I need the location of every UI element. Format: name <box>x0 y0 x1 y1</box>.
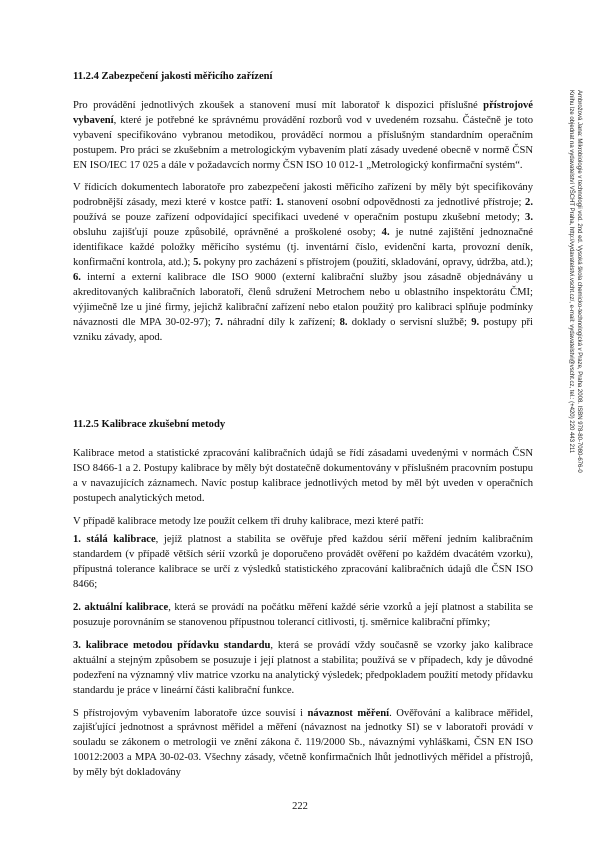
sidebar-citation <box>548 90 588 710</box>
section-heading: 11.2.4 Zabezpečení jakosti měřicího zařízení <box>73 71 273 82</box>
paragraph: Pro provádění jednotlivých zkoušek a stanovení musí mít laboratoř k dispozici příslušné přístrojové vybavení, které je potřebné ke správnému provádění rozborů vod v uvedeném rozsahu. Částečně je toto vybavení specifikováno vybranou metodikou, prováděcí normou a příslušným standardním operačním postupem. Pro práci se zkušebním a metrologickým vybavením platí zásady uvedené obecně v normě ČSN EN ISO/IEC 17 025 a dále v požadavcích normy ČSN ISO 10 012-1 „Metrologický konfirmační systém“. <box>73 99 533 171</box>
bold-term: 2. aktuální kalibrace <box>73 602 169 614</box>
paragraph: V řídicích dokumentech laboratoře pro zabezpečení jakosti měřicího zařízení by měly být specifikovány podrobnější zásady, mezi které v kostce patří: 1. stanovení osobní odpovědnosti za jednotlivé přístroje; 2. používá se pouze zařízení odpovídající specifikaci uvedené v operačním postupu zkušební metody; 3. obsluhu zajišťují pouze způsobilé, oprávněné a proškolené osoby; 4. je nutné zajištění jednoznačné identifikace každé položky měřicího systému (tj. inventární číslo, evidenční karta, provozní deník, konfirmační kontrola, atd.); 5. pokyny pro zacházení s přístrojem (použití, skladování, opravy, údržba, atd.); 6. interní a externí kalibrace dle ISO 9000 (externí kalibrační služby jsou zásadně objednávány u akreditovaných kalibračních laboratoří, členů sdružení Metrochem nebo u oblastního inspektorátu ČMI; výjimečně lze u jiné firmy, jejichž kalibrační zařízení nebo etalon použitý pro kalibraci splňuje podmínky návaznosti dle MPA 30-02-97); 7. náhradní díly k zařízení; 8. doklady o servisní službě; 9. postupy při vzniku závady, apod. <box>73 182 534 343</box>
bold-term: 3. kalibrace metodou přídavku standardu <box>73 639 271 651</box>
section-11-2-4 <box>73 70 533 353</box>
sidebar-citation-line: Ambrožová Jana: Mikrobiologie v technologii vod. 2nd ed. Vysoká škola chemicko-technologická v Praze, Praha 2008. ISBN 978-80-7080-676-0 <box>576 90 582 473</box>
bold-term: návaznost měření <box>307 707 390 719</box>
bold-term: 8. <box>339 316 348 328</box>
bold-term: 1. stálá kalibrace <box>73 534 156 546</box>
paragraph: Kalibrace metod a statistické zpracování kalibračních údajů se řídí zásadami uvedenými v normách ČSN ISO 8466-1 a 2. Postupy kalibrace by měly být dostatečně dokumentovány v příslušném pracovním postupu a v navazujících záznamech. Navíc postup kalibrace jednotlivých metod by měl být uveden v operačních postupech analytických metod. <box>73 447 533 504</box>
bold-term: přístrojové vybavení <box>73 99 533 126</box>
list-item: 2. aktuální kalibrace, která se provádí na počátku měření každé série vzorků a její platnost a stabilita se posuzuje porovnáním se stanovenou přípustnou tolerancí citlivosti, tj. směrnice kalibrační přímky; <box>73 602 533 628</box>
sidebar-ordering-line: Knihu lze objednat na vydavatelství VŠCHT Praha, http://vydavatelstvi.vscht.cz/, e-mail: vydavatelstvi@vscht.cz, tel.: (+420) 220 443 211 <box>568 90 574 454</box>
bold-term: 1. <box>275 197 284 209</box>
page-number: 222 <box>292 801 308 812</box>
bold-term: 9. <box>471 316 480 328</box>
section-heading: 11.2.5 Kalibrace zkušební metody <box>73 419 226 430</box>
paragraph: V případě kalibrace metody lze použít celkem tři druhy kalibrace, mezi které patří: <box>73 515 424 527</box>
bold-term: 6. <box>73 271 81 283</box>
bold-term: 3. <box>525 212 533 224</box>
section-11-2-5 <box>73 418 533 789</box>
bold-term: 5. <box>193 256 202 268</box>
list-item: 3. kalibrace metodou přídavku standardu, která se provádí vždy současně se vzorky jako kalibrace aktuální a stejným způsobem se posuzuje i její platnost a stabilita; používá se v případech, kdy je důvodné podezření na významný vliv matrice vzorku na analytický výsledek; předpokladem použití metody přídavku standardu je práce v lineární části kalibrační funkce. <box>73 639 533 696</box>
paragraph: S přístrojovým vybavením laboratoře úzce souvisí i návaznost měření. Ověřování a kalibrace měřidel, zajišťující jednotnost a správnost měřidel a měření (návaznost na jednotky SI) se v laboratoři provádí v souladu se zákonem o metrologii ve znění zákona č. 119/2000 Sb., návaznými vyhláškami, ČSN EN ISO 10012:2003 a MPA 30-02-03. Všechny zásady, včetně konfirmačních lhůt jednotlivých měřidel a přístrojů, by měly být dokladovány <box>73 707 533 779</box>
list-item: 1. stálá kalibrace, jejíž platnost a stabilita se ověřuje před každou sérií měření jedním kalibračním standardem (v případě větších sérií vzorků je doporučeno provádět ověření po každém dvacátém vzorku), přípustná tolerance kalibrace se určí z výsledků statistického zpracování kalibračních údajů dle ČSN ISO 8466; <box>73 534 533 591</box>
bold-term: 2. <box>525 197 533 209</box>
bold-term: 4. <box>381 227 390 239</box>
bold-term: 7. <box>215 316 223 328</box>
